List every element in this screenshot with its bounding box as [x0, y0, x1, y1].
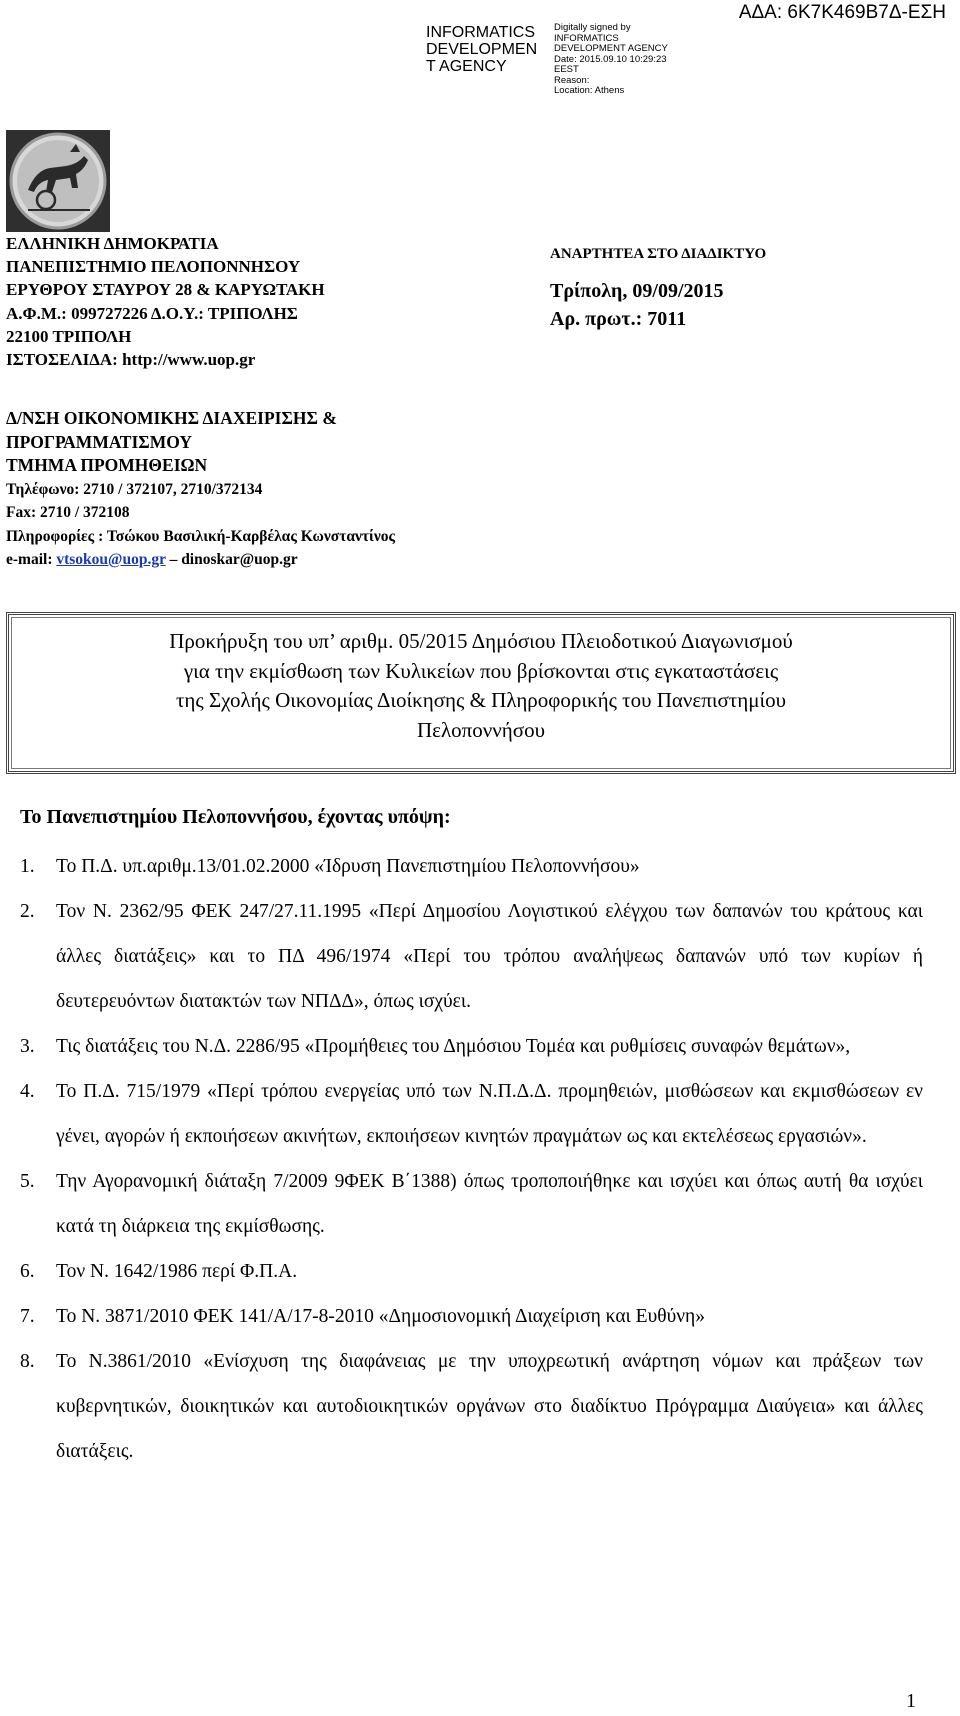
- legal-basis-list: [20, 844, 923, 1474]
- protocol-number: Αρ. πρωτ.: 7011: [550, 308, 687, 330]
- item-number: 4.: [20, 1081, 35, 1102]
- place-date: Τρίπολη, 09/09/2015: [550, 280, 724, 302]
- signature-details: [554, 23, 704, 97]
- item-number: 7.: [20, 1306, 35, 1327]
- signature-line: EEST: [554, 64, 579, 75]
- university-header: [6, 232, 325, 371]
- item-text: Το Π.Δ. υπ.αριθμ.13/01.02.2000 «Ίδρυση Πανεπιστημίου Πελοποννήσου»: [56, 856, 640, 877]
- list-item: [20, 1294, 923, 1339]
- fax: Fax: 2710 / 372108: [6, 504, 130, 521]
- contact-persons: Πληροφορίες : Τσώκου Βασιλική-Καρβέλας Κωνσταντίνος: [6, 527, 396, 545]
- item-text: Τον Ν. 2362/95 ΦΕΚ 247/27.11.1995 «Περί Δημοσίου Λογιστικού ελέγχου των δαπανών του κράτους και άλλες διατάξεις» και το ΠΔ 496/1974 «Περί του τρόπου αναλήψεως δαπανών υπό των κυρίων ή δευτερευόντων διατακτών των ΝΠΔΔ», όπως ισχύει.: [56, 901, 923, 1012]
- item-number: 6.: [20, 1261, 35, 1282]
- department-line: Δ/ΝΣΗ ΟΙΚΟΝΟΜΙΚΗΣ ΔΙΑΧΕΙΡΙΣΗΣ &: [6, 408, 337, 428]
- list-item: [20, 1159, 923, 1249]
- item-text: Το Π.Δ. 715/1979 «Περί τρόπου ενεργείας υπό των Ν.Π.Δ.Δ. προμηθειών, μισθώσεων και εκμισθώσεων εν γένει, αγορών ή εκποιήσεων ακινήτων, εκποιήσεων κινητών πραγμάτων ως και εκτελέσεως εργασιών».: [56, 1081, 923, 1147]
- announcement-title: [9, 627, 953, 745]
- list-item: [20, 889, 923, 1024]
- title-line: Προκήρυξη του υπ’ αριθμ. 05/2015 Δημόσιου Πλειοδοτικού Διαγωνισμού: [169, 629, 793, 653]
- header-line: Α.Φ.Μ.: 099727226 Δ.Ο.Υ.: ΤΡΙΠΟΛΗΣ: [6, 303, 298, 323]
- item-number: 8.: [20, 1351, 35, 1372]
- item-text: Την Αγορανομική διάταξη 7/2009 9ΦΕΚ Β΄1388) όπως τροποποιήθηκε και ισχύει και όπως αυτή θα ισχύει κατά τη διάρκεια της εκμίσθωσης.: [56, 1171, 923, 1237]
- phone: Τηλέφωνο: 2710 / 372107, 2710/372134: [6, 480, 263, 498]
- email-link-1[interactable]: vtsokou@uop.gr: [56, 551, 166, 568]
- signature-line: Reason:: [554, 74, 590, 86]
- list-item: [20, 1339, 923, 1474]
- signature-line: Location: Athens: [554, 85, 625, 96]
- email-label: e-mail:: [6, 551, 57, 568]
- title-line: για την εκμίσθωση των Κυλικείων που βρίσκονται στις εγκαταστάσεις: [183, 658, 779, 683]
- post-note: ΑΝΑΡΤΗΤΕΑ ΣΤΟ ΔΙΑΔΙΚΤΥΟ: [550, 246, 767, 262]
- list-item: [20, 1249, 923, 1294]
- ada-code: ΑΔΑ: 6Κ7Κ469Β7Δ-ΕΣΗ: [738, 2, 946, 23]
- item-number: 1.: [20, 856, 35, 877]
- item-text: Τις διατάξεις του Ν.Δ. 2286/95 «Προμήθειες του Δημόσιου Τομέα και ρυθμίσεις συναφών θεμάτων»,: [56, 1036, 851, 1057]
- header-line: 22100 ΤΡΙΠΟΛΗ: [6, 326, 132, 346]
- department-line: ΤΜΗΜΑ ΠΡΟΜΗΘΕΙΩΝ: [6, 455, 208, 475]
- signature-line: Date: 2015.09.10 10:29:23: [554, 53, 667, 65]
- title-line: της Σχολής Οικονομίας Διοίκησης & Πληροφορικής του Πανεπιστημίου: [175, 688, 787, 712]
- email-line: [6, 548, 395, 572]
- email-separator: –: [165, 551, 182, 568]
- item-number: 3.: [20, 1036, 35, 1057]
- page-number: 1: [906, 1690, 916, 1712]
- header-line: ΕΡΥΘΡΟΥ ΣΤΑΥΡΟΥ 28 & ΚΑΡΥΩΤΑΚΗ: [6, 280, 325, 300]
- email-2: dinoskar@uop.gr: [181, 551, 298, 568]
- department-info: [6, 407, 395, 572]
- item-number: 2.: [20, 901, 35, 922]
- announcement-title-box: [6, 612, 956, 774]
- list-item: [20, 1024, 923, 1069]
- university-emblem-icon: [6, 130, 110, 232]
- header-line: ΠΑΝΕΠΙΣΤΗΜΙΟ ΠΕΛΟΠΟΝΝΗΣΟΥ: [6, 257, 301, 277]
- document-meta: [550, 246, 766, 333]
- signature-line: Digitally signed by: [554, 22, 631, 33]
- header-line: ΙΣΤΟΣΕΛΙΔΑ: http://www.uop.gr: [6, 350, 256, 370]
- signer-organization: INFORMATICS DEVELOPMEN T AGENCY: [426, 24, 538, 75]
- signature-line: DEVELOPMENT AGENCY: [554, 43, 668, 54]
- item-text: Τον Ν. 1642/1986 περί Φ.Π.Α.: [56, 1261, 298, 1282]
- item-number: 5.: [20, 1171, 35, 1192]
- item-text: Το Ν. 3871/2010 ΦΕΚ 141/Α/17-8-2010 «Δημοσιονομική Διαχείριση και Ευθύνη»: [56, 1306, 705, 1327]
- header-line: ΕΛΛΗΝΙΚΗ ΔΗΜΟΚΡΑΤΙΑ: [6, 234, 219, 253]
- department-line: ΠΡΟΓΡΑΜΜΑΤΙΣΜΟΥ: [6, 431, 193, 452]
- item-text: Το Ν.3861/2010 «Ενίσχυση της διαφάνειας με την υποχρεωτική ανάρτηση νόμων και πράξεων των κυβερνητικών, διοικητικών και αυτοδιοικητικών οργάνων στο διαδίκτυο Πρόγραμμα Διαύγεια» και άλλες διατάξεις.: [56, 1351, 923, 1462]
- signature-line: INFORMATICS: [554, 32, 619, 44]
- considering-heading: Το Πανεπιστημίου Πελοποννήσου, έχοντας υπόψη:: [20, 806, 451, 828]
- list-item: [20, 1069, 923, 1159]
- list-item: [20, 844, 923, 889]
- title-line: Πελοποννήσου: [417, 717, 545, 742]
